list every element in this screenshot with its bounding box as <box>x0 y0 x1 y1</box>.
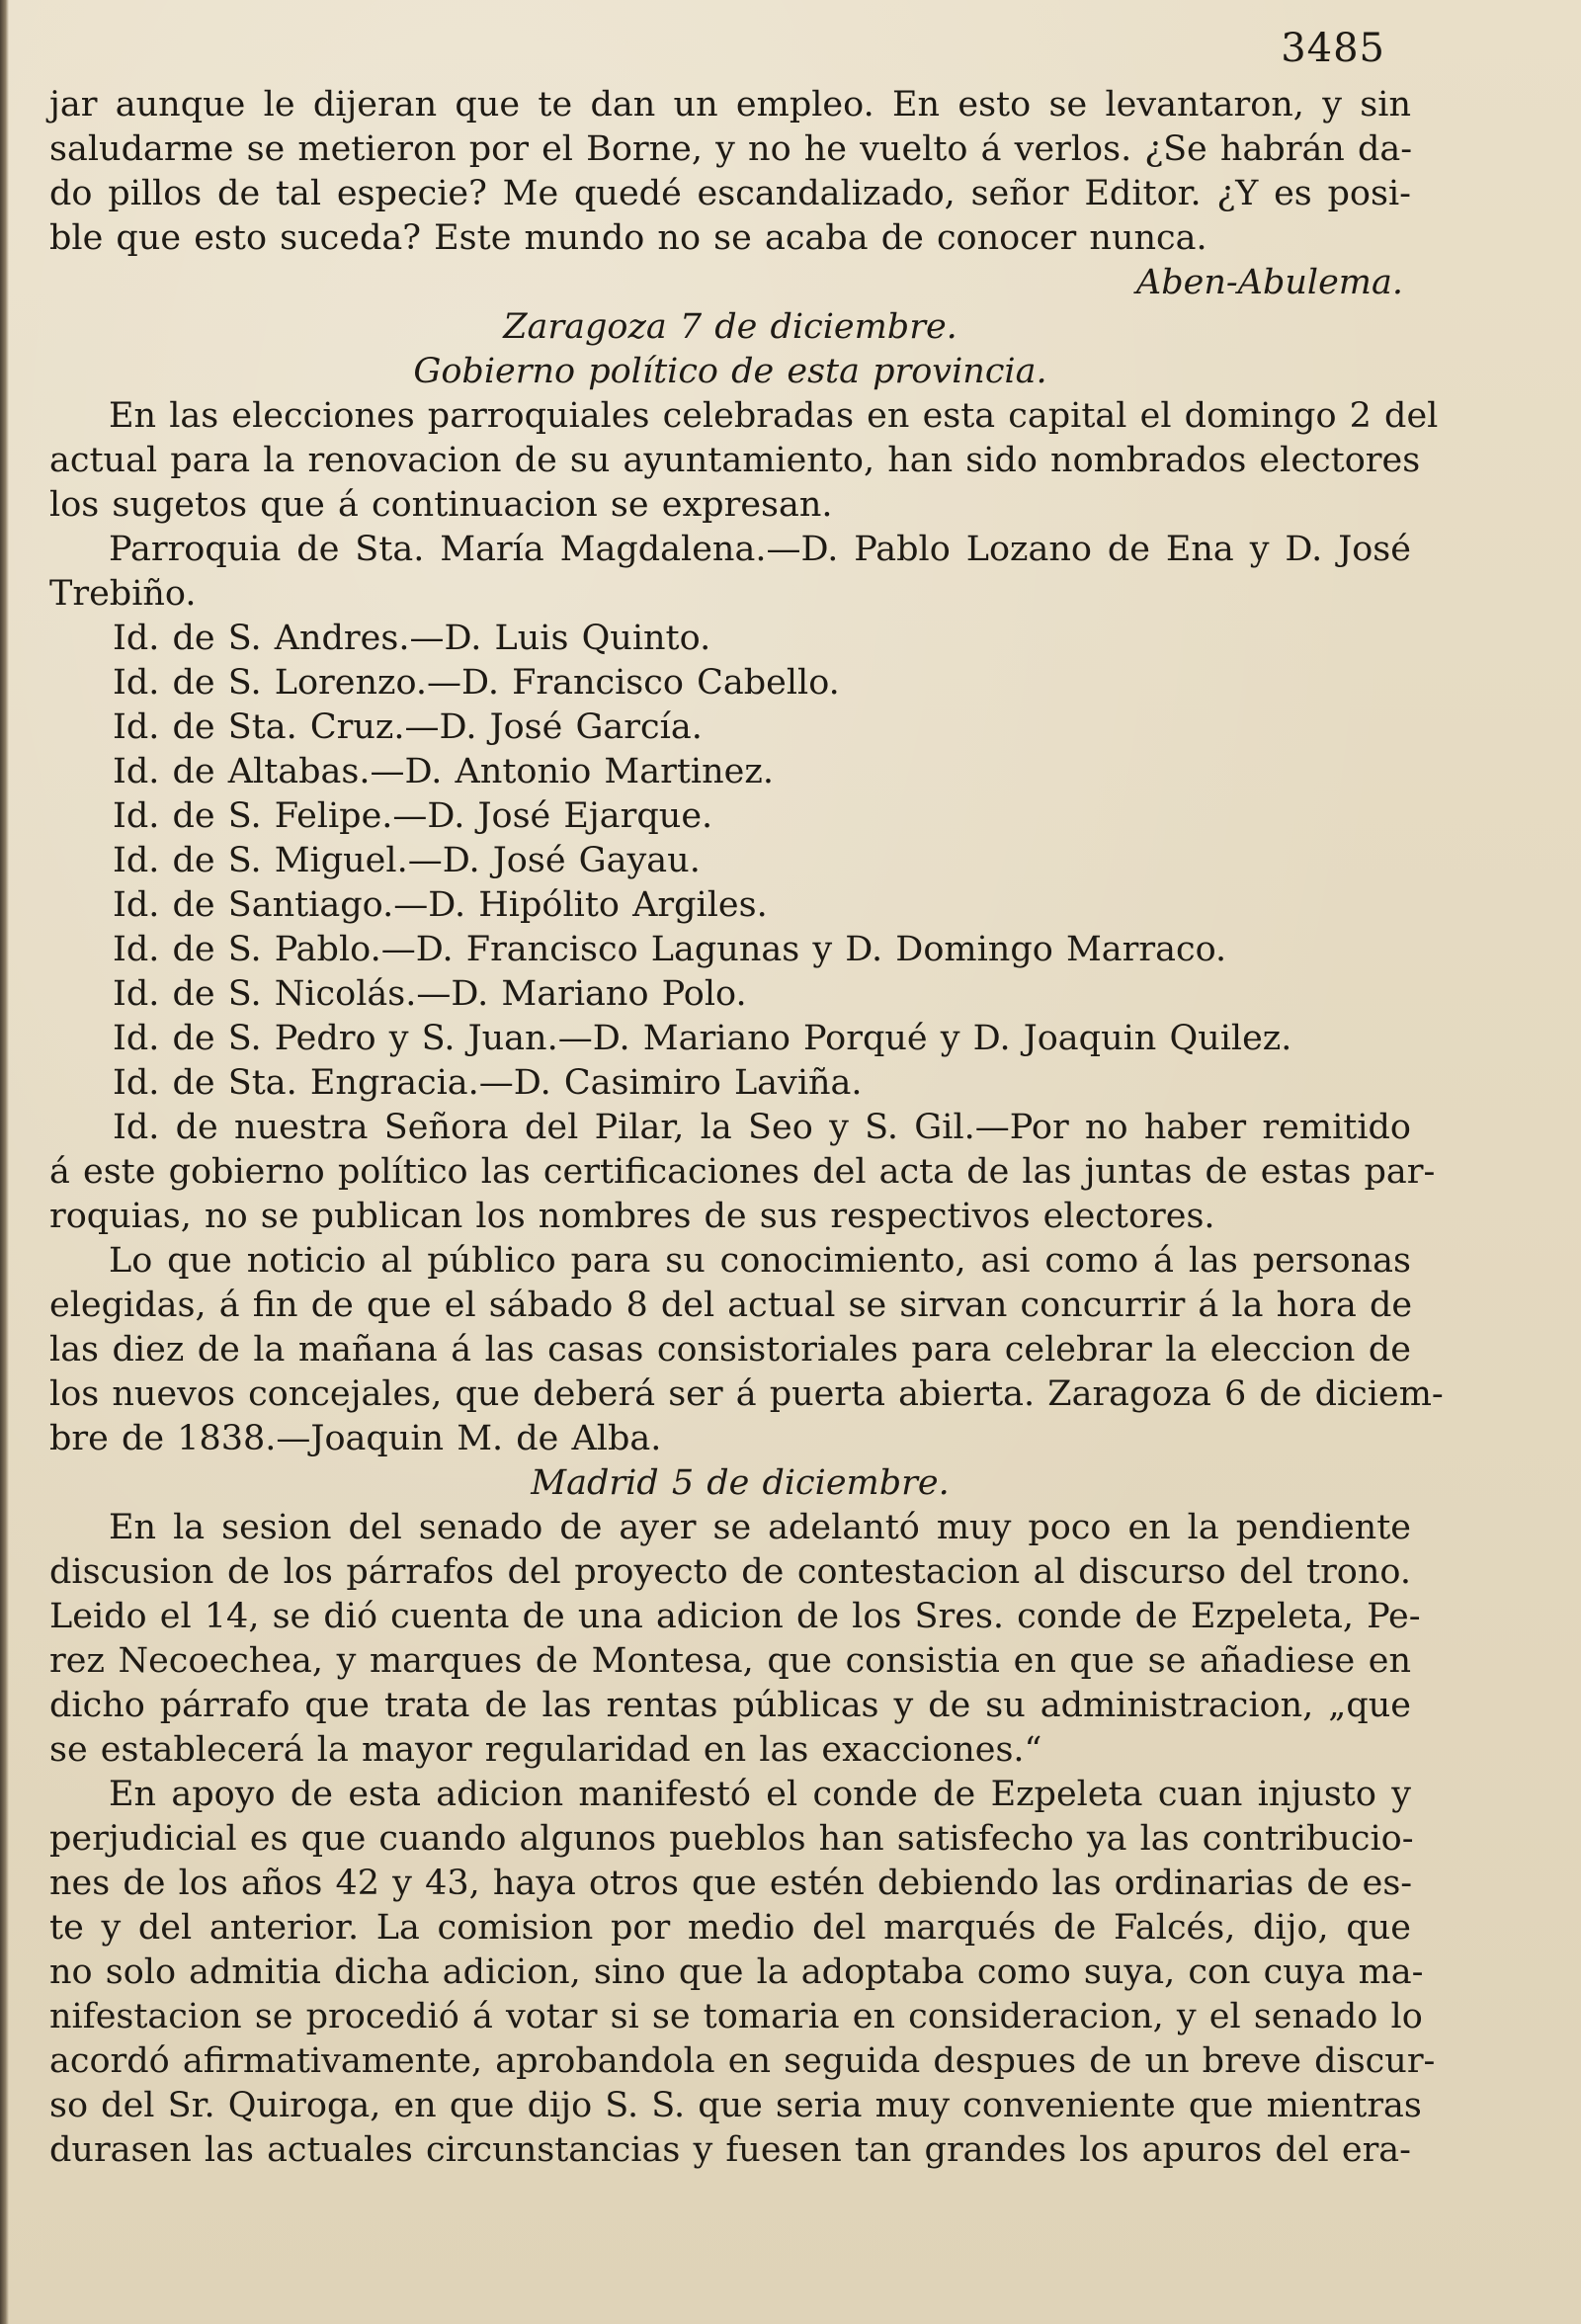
text-line: jar aunque le dijeran que te dan un empleo. En esto se levantaron, y sin <box>49 85 1411 124</box>
text-line: Id. de S. Lorenzo.—D. Francisco Cabello. <box>113 663 840 703</box>
text-line: no solo admitia dicha adicion, sino que la adoptaba como suya, con cuya ma- <box>49 1952 1424 1992</box>
text-line: nifestacion se procedió á votar si se tomaria en consideracion, y el senado lo <box>49 1997 1423 2036</box>
text-line: En apoyo de esta adicion manifestó el conde de Ezpeleta cuan injusto y <box>109 1775 1411 1814</box>
text-line: nes de los años 42 y 43, haya otros que estén debiendo las ordinarias de es- <box>49 1864 1413 1903</box>
text-line: Gobierno político de esta provincia. <box>413 352 1047 391</box>
text-line: discusion de los párrafos del proyecto de contestacion al discurso del trono. <box>49 1552 1411 1592</box>
text-line: los nuevos concejales, que deberá ser á puerta abierta. Zaragoza 6 de diciem- <box>49 1374 1444 1414</box>
page-number: 3485 <box>1281 26 1385 71</box>
text-line: Id. de Sta. Engracia.—D. Casimiro Laviña. <box>113 1063 863 1103</box>
text-line: Id. de Altabas.—D. Antonio Martinez. <box>113 752 774 791</box>
page-binding-edge <box>0 0 9 2324</box>
text-line: bre de 1838.—Joaquin M. de Alba. <box>49 1419 662 1458</box>
text-line: dicho párrafo que trata de las rentas públicas y de su administracion, „que <box>49 1686 1411 1725</box>
text-line: saludarme se metieron por el Borne, y no he vuelto á verlos. ¿Se habrán da- <box>49 129 1413 169</box>
text-line: rez Necoechea, y marques de Montesa, que consistia en que se añadiese en <box>49 1641 1411 1681</box>
text-line: elegidas, á fin de que el sábado 8 del actual se sirvan concurrir á la hora de <box>49 1286 1413 1325</box>
text-line: En las elecciones parroquiales celebradas en esta capital el domingo 2 del <box>109 396 1439 436</box>
text-line: las diez de la mañana á las casas consistoriales para celebrar la eleccion de <box>49 1330 1411 1370</box>
text-line: so del Sr. Quiroga, en que dijo S. S. que seria muy conveniente que mientras <box>49 2086 1422 2125</box>
text-line: Leido el 14, se dió cuenta de una adicion de los Sres. conde de Ezpeleta, Pe- <box>49 1597 1421 1636</box>
text-line: perjudicial es que cuando algunos pueblos han satisfecho ya las contribucio- <box>49 1819 1414 1859</box>
text-line: Id. de S. Pedro y S. Juan.—D. Mariano Porqué y D. Joaquin Quilez. <box>113 1019 1292 1058</box>
text-line: actual para la renovacion de su ayuntamiento, han sido nombrados electores <box>49 441 1421 480</box>
text-line: Aben-Abulema. <box>1135 263 1403 302</box>
text-line: los sugetos que á continuacion se expresan. <box>49 485 833 525</box>
text-line: Id. de nuestra Señora del Pilar, la Seo y S. Gil.—Por no haber remitido <box>113 1108 1411 1147</box>
text-line: Lo que noticio al público para su conocimiento, asi como á las personas <box>109 1241 1411 1281</box>
text-line: Id. de S. Felipe.—D. José Ejarque. <box>113 796 713 836</box>
text-line: durasen las actuales circunstancias y fuesen tan grandes los apuros del era- <box>49 2130 1411 2170</box>
text-line: acordó afirmativamente, aprobandola en seguida despues de un breve discur- <box>49 2041 1436 2081</box>
text-line: Id. de S. Nicolás.—D. Mariano Polo. <box>113 974 747 1014</box>
text-line: roquias, no se publican los nombres de sus respectivos electores. <box>49 1197 1215 1236</box>
text-line: Id. de S. Andres.—D. Luis Quinto. <box>113 619 711 658</box>
text-line: Id. de Santiago.—D. Hipólito Argiles. <box>113 885 768 925</box>
text-line: Id. de Sta. Cruz.—D. José García. <box>113 707 703 747</box>
text-line: Madrid 5 de diciembre. <box>531 1463 950 1503</box>
text-line: do pillos de tal especie? Me quedé escandalizado, señor Editor. ¿Y es posi- <box>49 174 1411 213</box>
text-line: se establecerá la mayor regularidad en las exacciones.“ <box>49 1730 1042 1770</box>
text-line: Id. de S. Miguel.—D. José Gayau. <box>113 841 701 880</box>
text-line: á este gobierno político las certificaciones del acta de las juntas de estas par- <box>49 1152 1436 1192</box>
text-line: te y del anterior. La comision por medio del marqués de Falcés, dijo, que <box>49 1908 1411 1948</box>
text-line: Parroquia de Sta. María Magdalena.—D. Pablo Lozano de Ena y D. José <box>109 530 1411 569</box>
text-line: Trebiño. <box>49 574 197 614</box>
text-line: En la sesion del senado de ayer se adelantó muy poco en la pendiente <box>109 1508 1411 1547</box>
text-line: Zaragoza 7 de diciembre. <box>503 307 957 347</box>
text-line: Id. de S. Pablo.—D. Francisco Lagunas y D. Domingo Marraco. <box>113 930 1227 969</box>
text-line: ble que esto suceda? Este mundo no se acaba de conocer nunca. <box>49 218 1207 258</box>
article-text-body <box>49 83 1444 2173</box>
